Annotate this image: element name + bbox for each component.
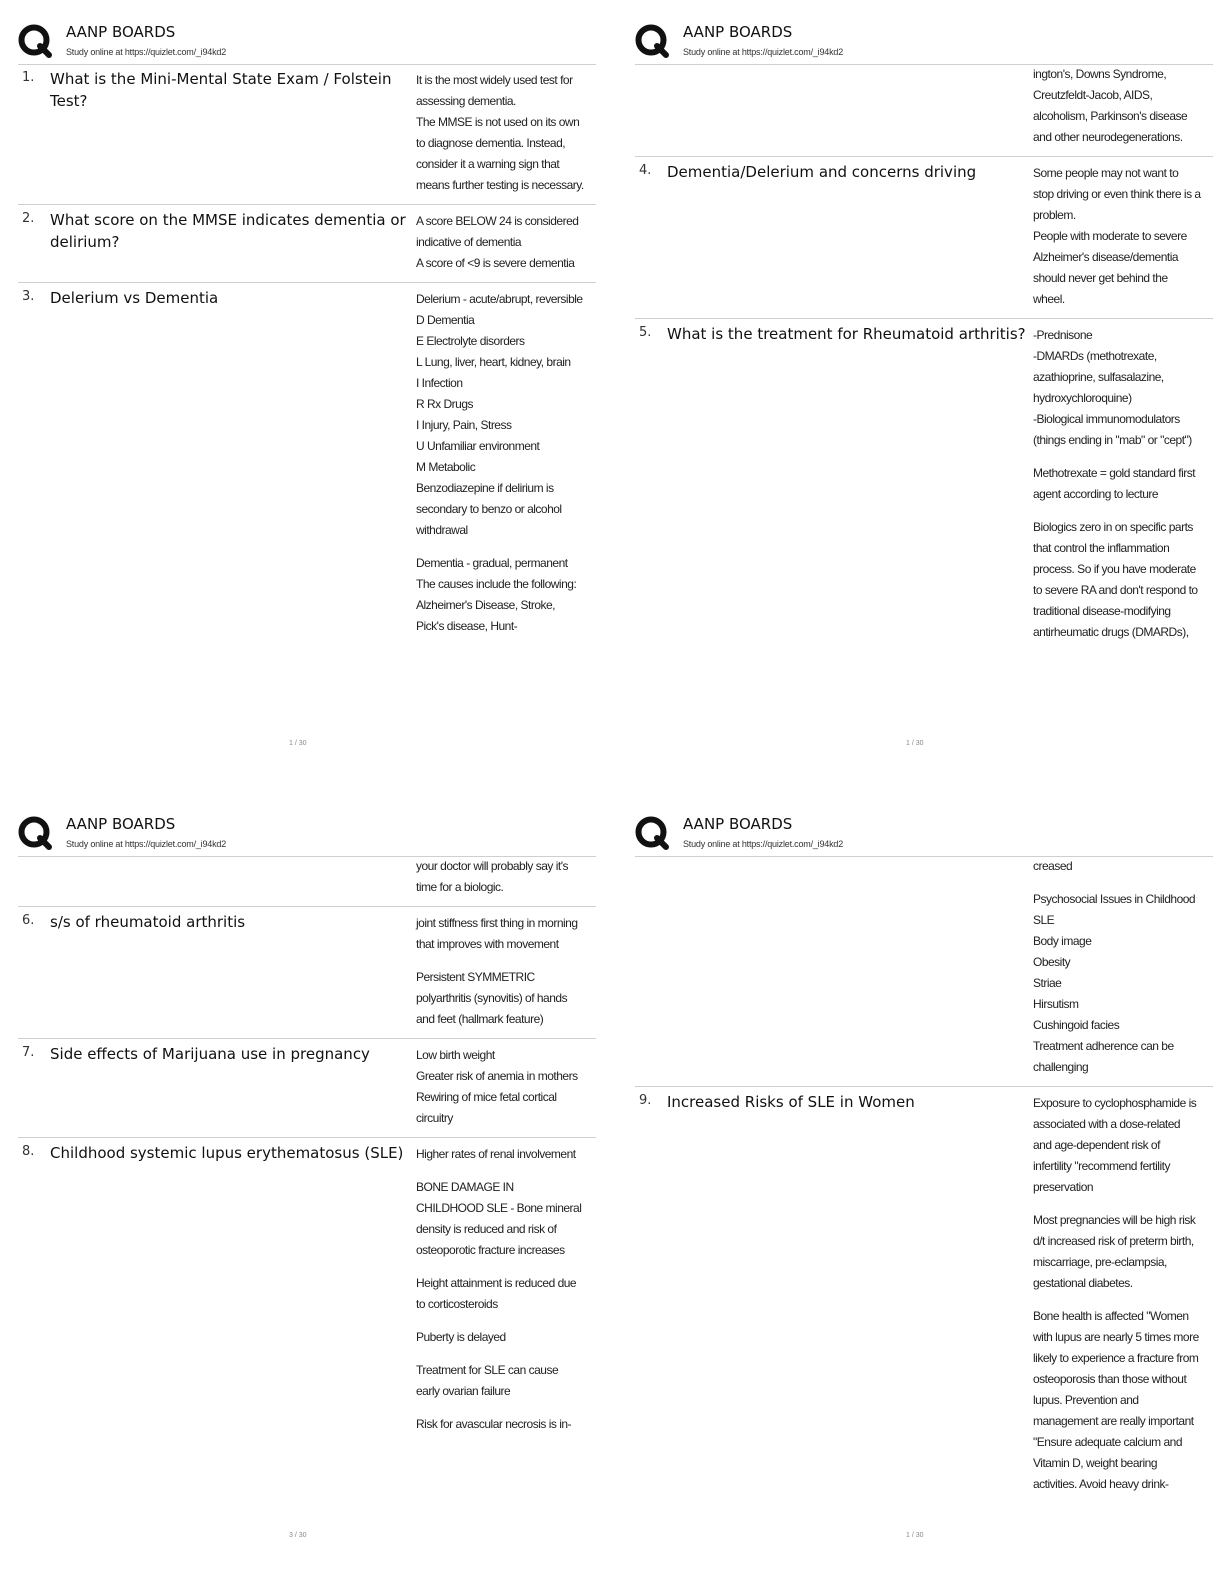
card-number: 1. [22,70,35,85]
flashcard-continued [635,64,1213,157]
card-term: Dementia/Delerium and concerns driving [667,163,977,181]
card-term: s/s of rheumatoid arthritis [50,913,246,931]
card-list [635,856,1213,1503]
card-term: What is the treatment for Rheumatoid arthritis? [667,325,1026,343]
definition-paragraph: Delerium - acute/abrupt, reversible D Dementia E Electrolyte disorders L Lung, liver, heart, kidney, brain I Infection R Rx Drugs I Injury, Pain, Stress U Unfamiliar environment M Metabolic Benzodiazepine if delirium is secondary to benzo or alcohol withdrawal [416,292,583,537]
quizlet-logo-icon [635,816,669,850]
card-number: 9. [639,1093,652,1108]
study-link[interactable]: Study online at https://quizlet.com/_i94kd2 [683,839,844,849]
page-header [635,18,1213,68]
definition-paragraph: creased [1033,859,1073,873]
definition-paragraph: ington's, Downs Syndrome, Creutzfeldt-Jacob, AIDS, alcoholism, Parkinson's disease and other neurodegenerations. [1033,67,1188,144]
definition-paragraph: Exposure to cyclophosphamide is associated with a dose-related and age-dependent risk of infertility "recommend fertility preservation [1033,1096,1197,1194]
page-number: 1 / 30 [906,1532,924,1539]
page-header [635,810,1213,860]
definition-paragraph: your doctor will probably say it's time for a biologic. [416,859,569,894]
definition-paragraph: Psychosocial Issues in Childhood SLE Body image Obesity Striae Hirsutism Cushingoid facies Treatment adherence can be challenging [1033,892,1196,1074]
definition-paragraph: Bone health is affected "Women with lupus are nearly 5 times more likely to experience a fracture from osteoporosis than those without lupus. Prevention and management are really important "Ensure adequate calcium and Vitamin D, weight bearing activities. Avoid heavy drink- [1033,1309,1199,1491]
flashcard [18,205,596,283]
card-number: 6. [22,913,35,928]
flashcard [635,157,1213,319]
card-number: 7. [22,1045,35,1060]
card-definition [416,205,584,282]
definition-paragraph: BONE DAMAGE IN CHILDHOOD SLE - Bone mineral density is reduced and risk of osteoporotic fracture increases [416,1180,582,1257]
flashcard [18,1138,596,1443]
definition-paragraph: Biologics zero in on specific parts that control the inflammation process. So if you have moderate to severe RA and don't respond to traditional disease-modifying antirheumatic drugs (DMARDs), [1033,520,1198,639]
page-4 [635,810,1213,1570]
card-list [635,64,1213,651]
definition-paragraph: Higher rates of renal involvement [416,1147,576,1161]
card-list [18,64,596,645]
card-definition [416,283,584,645]
study-link[interactable]: Study online at https://quizlet.com/_i94kd2 [66,47,227,57]
card-list [18,856,596,1443]
card-term: What is the Mini-Mental State Exam / Folstein Test? [50,70,392,110]
deck-title: AANP BOARDS [683,23,793,41]
flashcard [18,907,596,1039]
definition-paragraph: Dementia - gradual, permanent The causes include the following: Alzheimer's Disease, Stroke, Pick's disease, Hunt- [416,556,577,633]
flashcard [18,1039,596,1138]
card-definition [1033,856,1201,1086]
deck-title: AANP BOARDS [66,23,176,41]
definition-paragraph: Height attainment is reduced due to corticosteroids [416,1276,577,1311]
card-number: 5. [639,325,652,340]
card-definition [416,907,584,1038]
definition-paragraph: Methotrexate = gold standard first agent according to lecture [1033,466,1196,501]
flashcard [18,283,596,645]
page-header [18,810,596,860]
card-definition [1033,64,1201,156]
card-definition [1033,157,1201,318]
card-definition [1033,1087,1201,1503]
page-1 [18,18,596,778]
definition-paragraph: A score BELOW 24 is considered indicative of dementia A score of <9 is severe dementia [416,214,579,270]
card-definition [416,1138,584,1443]
quizlet-logo-icon [635,24,669,58]
card-definition [416,856,584,906]
card-term: Delerium vs Dementia [50,289,219,307]
quizlet-logo-icon [18,24,52,58]
page-header [18,18,596,68]
page-2 [635,18,1213,778]
card-number: 4. [639,163,652,178]
study-link[interactable]: Study online at https://quizlet.com/_i94kd2 [683,47,844,57]
card-definition [416,64,584,204]
card-term: Childhood systemic lupus erythematosus (SLE) [50,1144,404,1162]
card-term: Increased Risks of SLE in Women [667,1093,915,1111]
card-definition [1033,319,1201,651]
flashcard [635,1087,1213,1503]
definition-paragraph: It is the most widely used test for assessing dementia. The MMSE is not used on its own to diagnose dementia. Instead, consider it a warning sign that means further testing is necessary. [416,73,584,192]
definition-paragraph: Some people may not want to stop driving or even think there is a problem. People with moderate to severe Alzheimer's disease/dementia should never get behind the wheel. [1033,166,1201,306]
deck-title: AANP BOARDS [66,815,176,833]
card-number: 2. [22,211,35,226]
study-link[interactable]: Study online at https://quizlet.com/_i94kd2 [66,839,227,849]
quizlet-logo-icon [18,816,52,850]
page-3 [18,810,596,1570]
flashcard [635,319,1213,651]
card-term: What score on the MMSE indicates dementia or delirium? [50,211,406,251]
definition-paragraph: joint stiffness first thing in morning that improves with movement [416,916,578,951]
flashcard-continued [635,856,1213,1087]
definition-paragraph: Risk for avascular necrosis is in- [416,1417,572,1431]
flashcard-continued [18,856,596,907]
definition-paragraph: Persistent SYMMETRIC polyarthritis (synovitis) of hands and feet (hallmark feature) [416,970,568,1026]
page-number: 1 / 30 [289,740,307,747]
card-number: 3. [22,289,35,304]
card-term: Side effects of Marijuana use in pregnancy [50,1045,370,1063]
definition-paragraph: Puberty is delayed [416,1330,506,1344]
flashcard [18,64,596,205]
card-number: 8. [22,1144,35,1159]
definition-paragraph: Most pregnancies will be high risk d/t increased risk of preterm birth, miscarriage, pre-eclampsia, gestational diabetes. [1033,1213,1196,1290]
definition-paragraph: Treatment for SLE can cause early ovarian failure [416,1363,559,1398]
deck-title: AANP BOARDS [683,815,793,833]
page-number: 1 / 30 [906,740,924,747]
page-number: 3 / 30 [289,1532,307,1539]
definition-paragraph: -Prednisone -DMARDs (methotrexate, azathioprine, sulfasalazine, hydroxychloroquine) -Biological immunomodulators (things ending in "mab" or "cept") [1033,328,1192,447]
definition-paragraph: Low birth weight Greater risk of anemia in mothers Rewiring of mice fetal cortical circuitry [416,1048,578,1125]
card-definition [416,1039,584,1137]
